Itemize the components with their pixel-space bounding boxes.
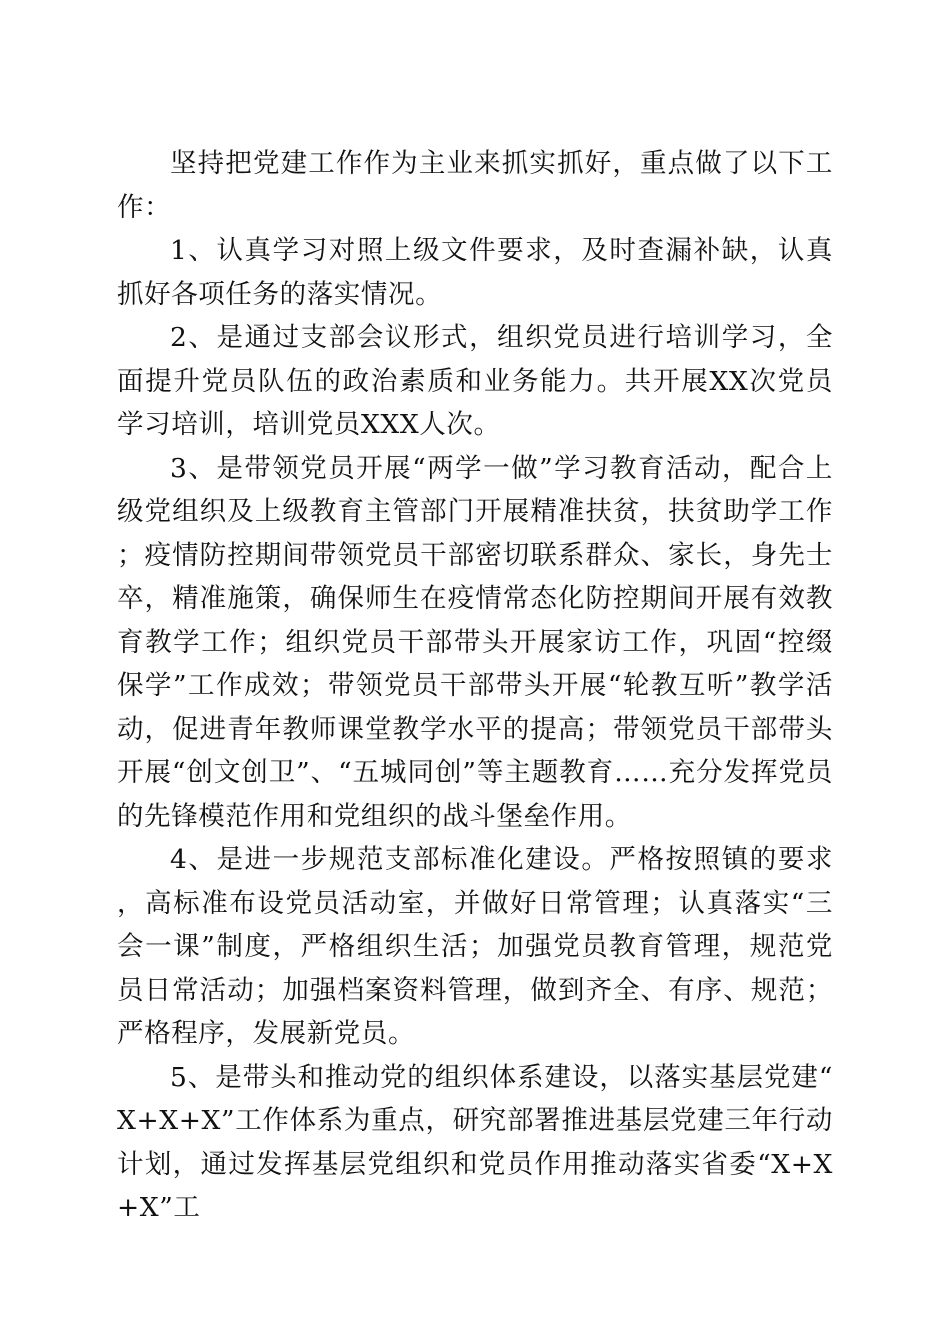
- item-paragraph-1: 1、认真学习对照上级文件要求，及时查漏补缺，认真抓好各项任务的落实情况。: [117, 235, 833, 310]
- item-paragraph-5: 5、是带头和推动党的组织体系建设，以落实基层党建“X+X+X”工作体系为重点，研究部署推进基层党建三年行动计划，通过发挥基层党组织和党员作用推动落实省委“X+X+X”工: [117, 1061, 833, 1223]
- item-paragraph-2: 2、是通过支部会议形式，组织党员进行培训学习，全面提升党员队伍的政治素质和业务能力。共开展XX次党员学习培训，培训党员XXX人次。: [117, 322, 833, 440]
- item-paragraph-4: 4、是进一步规范支部标准化建设。严格按照镇的要求，高标准布设党员活动室，并做好日常管理；认真落实“三会一课”制度，严格组织生活；加强党员教育管理，规范党员日常活动；加强档案资料管理，做到齐全、有序、规范；严格程序，发展新党员。: [117, 844, 833, 1049]
- intro-paragraph: 坚持把党建工作作为主业来抓实抓好，重点做了以下工作：: [117, 148, 833, 223]
- item-paragraph-3: 3、是带领党员开展“两学一做”学习教育活动，配合上级党组织及上级教育主管部门开展精准扶贫，扶贫助学工作；疫情防控期间带领党员干部密切联系群众、家长，身先士卒，精准施策，确保师生在疫情常态化防控期间开展有效教育教学工作；组织党员干部带头开展家访工作，巩固“控缀保学”工作成效；带领党员干部带头开展“轮教互听”教学活动，促进青年教师课堂教学水平的提高；带领党员干部带头开展“创文创卫”、“五城同创”等主题教育……充分发挥党员的先锋模范作用和党组织的战斗堡垒作用。: [117, 452, 833, 832]
- document-body: [117, 142, 833, 1230]
